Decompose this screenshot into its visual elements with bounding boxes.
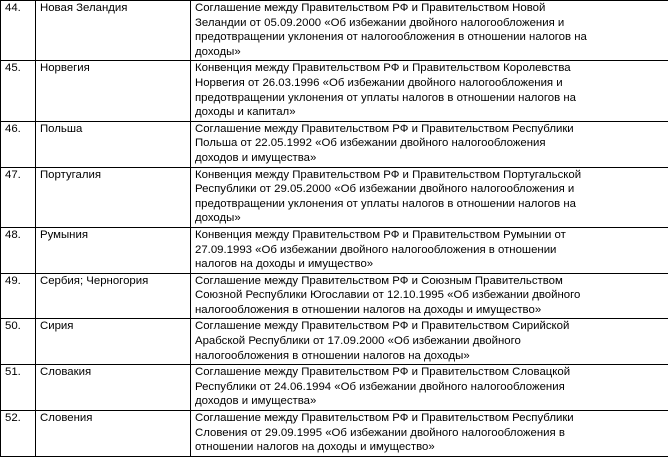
- description-line: Республики от 24.06.1994 «Об избежании двойного налогообложения: [195, 380, 565, 393]
- description-line: Соглашение между Правительством РФ и Правительством Республики: [195, 412, 574, 425]
- description-line: Конвенция между Правительством РФ и Правительством Румынии от: [195, 228, 566, 241]
- table-body: [1, 1, 668, 457]
- table-row: [1, 273, 668, 319]
- description-line: Республики от 29.05.2000 «Об избежании двойного налогообложения и: [195, 183, 575, 196]
- table-row: [1, 319, 668, 365]
- country-name: Норвегия: [36, 61, 191, 121]
- description-line: Конвенция между Правительством РФ и Правительством Королевства: [195, 62, 571, 75]
- description-line: налогов на доходы и имущество»: [195, 258, 374, 271]
- description-line: Конвенция между Правительством РФ и Правительством Португальской: [195, 168, 582, 181]
- table-row: [1, 121, 668, 167]
- description-line: Словения от 29.09.1995 «Об избежании двойного налогообложения в: [195, 426, 565, 439]
- description-line: отношении налогов на доходы и имущество»: [195, 441, 435, 454]
- description-line: Соглашение между Правительством РФ и Правительством Сирийской: [195, 320, 570, 333]
- country-name: Словакия: [36, 365, 191, 411]
- row-number: 46.: [1, 121, 36, 167]
- description-line: Соглашение между Правительством РФ и Правительством Словацкой: [195, 366, 571, 379]
- treaty-description: [191, 411, 668, 457]
- row-number: 51.: [1, 365, 36, 411]
- table-row: [1, 227, 668, 273]
- row-number: 49.: [1, 273, 36, 319]
- row-number: 45.: [1, 61, 36, 121]
- treaty-description: [191, 365, 668, 411]
- description-line: налогообложения в отношении налогов на доходы»: [195, 349, 470, 362]
- table-row: [1, 61, 668, 121]
- description-line: доходов и имущества»: [195, 151, 317, 164]
- row-number: 48.: [1, 227, 36, 273]
- description-line: Арабской Республики от 17.09.2000 «Об избежании двойного: [195, 335, 521, 348]
- treaty-description: [191, 167, 668, 227]
- country-name: Сербия; Черногория: [36, 273, 191, 319]
- country-name: Сирия: [36, 319, 191, 365]
- country-name: Польша: [36, 121, 191, 167]
- description-line: 27.09.1993 «Об избежании двойного налогообложения в отношении: [195, 243, 557, 256]
- description-line: предотвращении уклонения от налогообложения в отношении налогов на: [195, 31, 587, 44]
- country-name: Новая Зеландия: [36, 1, 191, 61]
- table-row: [1, 1, 668, 61]
- description-line: Соглашение между Правительством РФ и Правительством Республики: [195, 122, 574, 135]
- treaty-description: [191, 319, 668, 365]
- table-row: [1, 411, 668, 457]
- treaty-description: [191, 121, 668, 167]
- description-line: Зеландии от 05.09.2000 «Об избежании двойного налогообложения и: [195, 16, 565, 29]
- treaty-description: [191, 61, 668, 121]
- row-number: 47.: [1, 167, 36, 227]
- country-name: Словения: [36, 411, 191, 457]
- treaty-description: [191, 273, 668, 319]
- description-line: Соглашение между Правительством РФ и Союзным Правительством: [195, 274, 563, 287]
- row-number: 44.: [1, 1, 36, 61]
- row-number: 50.: [1, 319, 36, 365]
- description-line: Соглашение между Правительством РФ и Правительством Новой: [195, 2, 546, 14]
- treaty-description: [191, 227, 668, 273]
- description-line: Польша от 22.05.1992 «Об избежании двойного налогообложения: [195, 137, 546, 150]
- country-name: Португалия: [36, 167, 191, 227]
- description-line: Союзной Республики Югославии от 12.10.1995 «Об избежании двойного: [195, 289, 581, 302]
- description-line: доходы и капитал»: [195, 106, 296, 119]
- description-line: налогообложения в отношении налогов на доходы и имущество»: [195, 303, 542, 316]
- description-line: предотвращении уклонения от уплаты налогов в отношении налогов на: [195, 197, 576, 210]
- description-line: доходов и имущества»: [195, 395, 317, 408]
- treaty-description: [191, 1, 668, 61]
- table-row: [1, 167, 668, 227]
- description-line: доходы»: [195, 45, 241, 58]
- row-number: 52.: [1, 411, 36, 457]
- description-line: Норвегия от 26.03.1996 «Об избежании двойного налогообложения и: [195, 76, 563, 89]
- description-line: предотвращении уклонения от уплаты налогов в отношении налогов на: [195, 91, 576, 104]
- country-name: Румыния: [36, 227, 191, 273]
- description-line: доходы»: [195, 212, 241, 225]
- table-row: [1, 365, 668, 411]
